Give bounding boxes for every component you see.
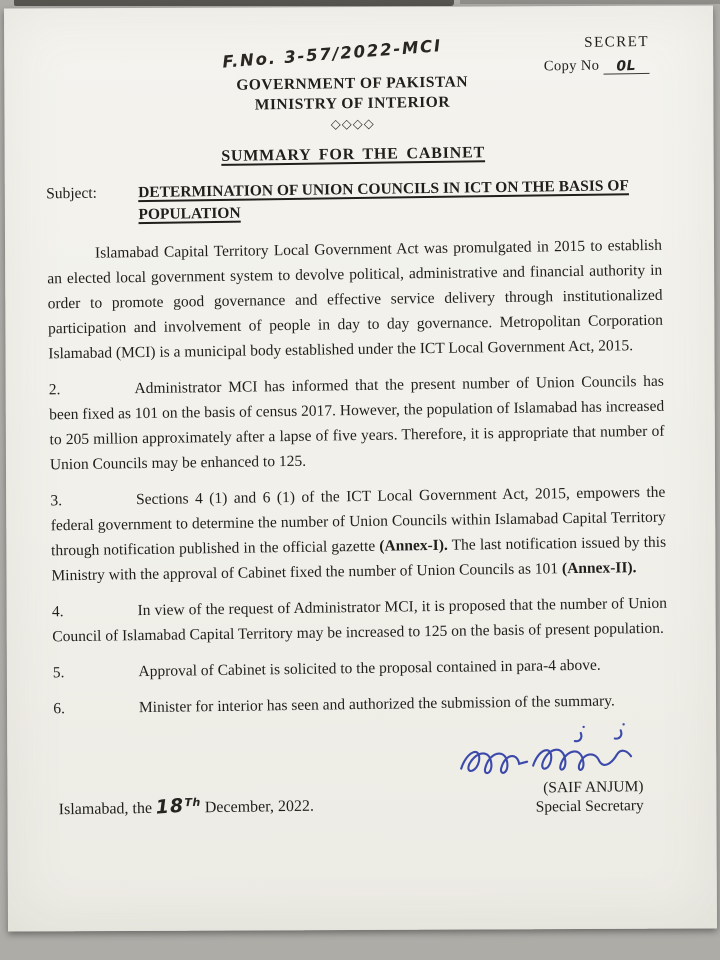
- paragraph-5: [53, 652, 668, 686]
- paragraph-text: Approval of Cabinet is solicited to the proposal contained in para-4 above.: [138, 657, 601, 681]
- paragraph-4: [52, 591, 668, 650]
- document-content: [0, 2, 720, 935]
- ornament-diamonds: ◇◇◇◇: [330, 115, 375, 132]
- paragraph-text: Administrator MCI has informed that the present number of Union Councils has been fixed as 101 on the basis of census 2017. However, the population of Islamabad has increased to 205 million approximately after a lapse of five years. Therefore, it is appropriate that number of Union Councils may be enhanced to 125.: [49, 373, 665, 474]
- subject-label: Subject:: [46, 184, 98, 202]
- copy-number-blank: [603, 54, 649, 74]
- date-ordinal-handwritten: Th: [184, 796, 201, 810]
- paragraph-tab: [64, 616, 138, 617]
- paragraph-number: 4.: [51, 603, 64, 621]
- annex-1-reference: (Annex-I).: [379, 537, 448, 556]
- paragraph-text: Minister for interior has seen and authorized the submission of the summary.: [138, 692, 615, 717]
- paragraph-2: [49, 369, 665, 478]
- paragraph-text: Sections 4 (1) and 6 (1) of the ICT Local Government Act, 2015, empowers the federal government to determine the number of Union Councils within Islamabad Capital Territory through notification published in the official gazette: [50, 484, 666, 560]
- ministry-line: MINISTRY OF INTERIOR: [254, 94, 451, 114]
- letterhead: [45, 70, 661, 137]
- file-number-handwritten: F.No. 3-57/2022-MCI: [221, 36, 443, 72]
- paragraph-tab: [61, 394, 135, 395]
- date-day-handwritten: 18: [155, 795, 186, 820]
- document-body: [47, 233, 669, 722]
- paragraph-tab: [62, 505, 136, 506]
- paragraph-3: [50, 480, 666, 589]
- dateline-suffix: December, 2022.: [200, 798, 315, 817]
- paragraph-number: 5.: [52, 664, 65, 682]
- paragraph-1: Islamabad Capital Territory Local Government Act was promulgated in 2015 to establish an elected local government system to devolve political, administrative and financial authority in order to promote good governance and effective service delivery through institutionalized participation and involvement of people in day to day governance. Metropolitan Corporation Islamabad (MCI) is a municipal body established under the ICT Local Government Act, 2015.: [47, 237, 664, 363]
- paragraph-tab: [65, 713, 139, 714]
- subject-block: [46, 174, 662, 228]
- annex-2-reference: (Annex-II).: [561, 559, 637, 578]
- copy-number-label: Copy No: [543, 57, 600, 74]
- paragraph-number: 2.: [48, 381, 61, 399]
- document-page: [4, 5, 717, 931]
- paragraph-text: The last notification issued by this Ministry with the approval of Cabinet fixed the number of Union Councils as 101: [51, 534, 667, 585]
- paragraph-number: 6.: [53, 700, 66, 718]
- signatory-name: (SAIF ANJUM): [543, 778, 644, 797]
- signature-scribble: [453, 723, 644, 778]
- signatory-designation: Special Secretary: [535, 797, 644, 817]
- paragraph-number: 3.: [50, 492, 63, 510]
- classification-label: SECRET: [584, 33, 650, 51]
- subject-text: DETERMINATION OF UNION COUNCILS IN ICT ON THE BASIS OF POPULATION: [138, 176, 629, 224]
- government-line: GOVERNMENT OF PAKISTAN: [236, 73, 469, 95]
- paragraph-text: In view of the request of Administrator MCI, it is proposed that the number of Union Council of Islamabad Capital Territory may be increased to 125 on the basis of present population.: [52, 595, 668, 646]
- paragraph-6: [53, 688, 668, 722]
- paragraph-tab: [65, 677, 139, 678]
- dateline-prefix: Islamabad, the: [58, 800, 157, 819]
- document-title: SUMMARY FOR THE CABINET: [221, 143, 486, 165]
- scan-edge-artifact: [14, 0, 454, 6]
- copy-number-handwritten: 0L: [616, 57, 637, 75]
